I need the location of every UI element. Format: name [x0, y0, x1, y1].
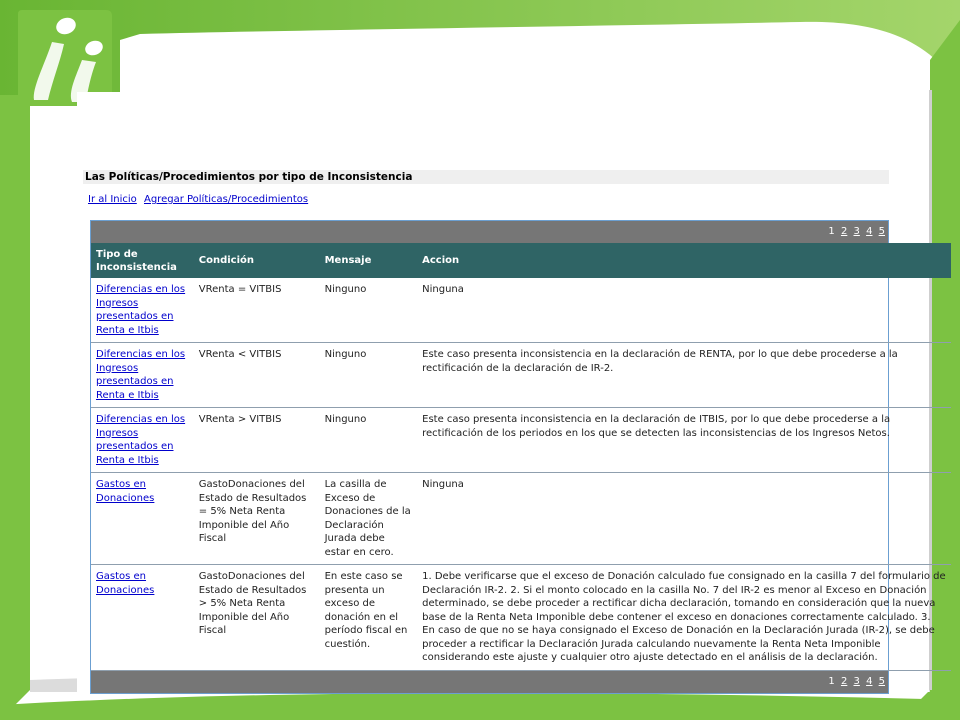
accion-cell: Este caso presenta inconsistencia en la declaración de RENTA, por lo que debe procederse a la rectificación de la declaración de IR-2. — [417, 343, 951, 408]
accion-cell: Ninguna — [417, 473, 951, 565]
accion-cell: Este caso presenta inconsistencia en la declaración de ITBIS, por lo que debe procederse a la rectificación de los periodos en los que se detecten las inconsistencias de los Ingresos Netos. — [417, 408, 951, 473]
pager-page-4[interactable]: 4 — [866, 226, 873, 237]
content-panel — [77, 92, 946, 692]
pager-bottom-pages — [828, 676, 888, 687]
table-row — [91, 565, 951, 671]
condicion-cell: GastoDonaciones del Estado de Resultados > 5% Neta Renta Imponible del Año Fiscal — [194, 565, 320, 671]
column-header-tipo: Tipo de Inconsistencia — [91, 243, 194, 278]
link-ir-al-inicio[interactable]: Ir al Inicio — [88, 194, 137, 205]
mensaje-cell: Ninguno — [320, 408, 418, 473]
pager-page-3[interactable]: 3 — [853, 675, 860, 687]
tipo-link[interactable]: Diferencias en los Ingresos presentados en Renta e Itbis — [96, 414, 186, 466]
table-row — [91, 343, 951, 408]
mensaje-cell: Ninguno — [320, 343, 418, 408]
pager-current-page: 1 — [828, 675, 835, 687]
mensaje-cell: En este caso se presenta un exceso de donación en el período fiscal en cuestión. — [320, 565, 418, 671]
column-header-accion: Accion — [417, 243, 951, 278]
mensaje-cell: La casilla de Exceso de Donaciones de la Declaración Jurada debe estar en cero. — [320, 473, 418, 565]
table-row — [91, 278, 951, 343]
tipo-link[interactable]: Gastos en Donaciones — [96, 571, 155, 596]
pager-page-3[interactable]: 3 — [853, 226, 860, 237]
accion-cell: 1. Debe verificarse que el exceso de Donación calculado fue consignado en la casilla 7 del formulario de Declaración IR-2. 2. Si el monto colocado en la casilla No. 7 del IR-2 es menor al Exceso en Donación determinado, se debe proceder a rectificar dicha declaración, tomando en consideración que la nueva base de la Renta Neta Imponible debe contener el exceso en donaciones correctamente calculado. 3. En caso de que no se haya consignado el Exceso de Donación en la Declaración Jurada (IR-2), se debe proceder a rectificar la Declaración Jurada calculando nuevamente la Renta Neta Imponible considerando este ajuste y cualquier otro ajuste detectado en el análisis de la declaración. — [417, 565, 951, 671]
condicion-cell: VRenta < VITBIS — [194, 343, 320, 408]
link-agregar-politicas[interactable]: Agregar Políticas/Procedimientos — [143, 194, 309, 205]
table-header-row — [91, 243, 951, 278]
policies-table — [90, 220, 946, 694]
tipo-link[interactable]: Diferencias en los Ingresos presentados en Renta e Itbis — [96, 349, 186, 401]
condicion-cell: VRenta > VITBIS — [194, 408, 320, 473]
pager-current-page: 1 — [828, 226, 835, 237]
pager-top — [91, 221, 888, 243]
pager-top-pages — [828, 226, 888, 237]
pager-page-5[interactable]: 5 — [878, 226, 885, 237]
navigation-links — [88, 194, 312, 205]
policies-grid — [91, 243, 951, 671]
column-header-mensaje: Mensaje — [320, 243, 418, 278]
mensaje-cell: Ninguno — [320, 278, 418, 343]
column-header-condicion: Condición — [194, 243, 320, 278]
tipo-link[interactable]: Gastos en Donaciones — [96, 479, 155, 504]
pager-page-2[interactable]: 2 — [840, 675, 848, 687]
condicion-cell: VRenta = VITBIS — [194, 278, 320, 343]
pager-bottom — [91, 671, 888, 693]
pager-page-5[interactable]: 5 — [878, 675, 885, 687]
tipo-link[interactable]: Diferencias en los Ingresos presentados en Renta e Itbis — [96, 284, 186, 336]
accion-cell: Ninguna — [417, 278, 951, 343]
table-row — [91, 473, 951, 565]
condicion-cell: GastoDonaciones del Estado de Resultados = 5% Neta Renta Imponible del Año Fiscal — [194, 473, 320, 565]
pager-page-2[interactable]: 2 — [840, 226, 848, 237]
page-title: Las Políticas/Procedimientos por tipo de Inconsistencia — [83, 170, 889, 184]
pager-page-4[interactable]: 4 — [866, 675, 873, 687]
table-row — [91, 408, 951, 473]
